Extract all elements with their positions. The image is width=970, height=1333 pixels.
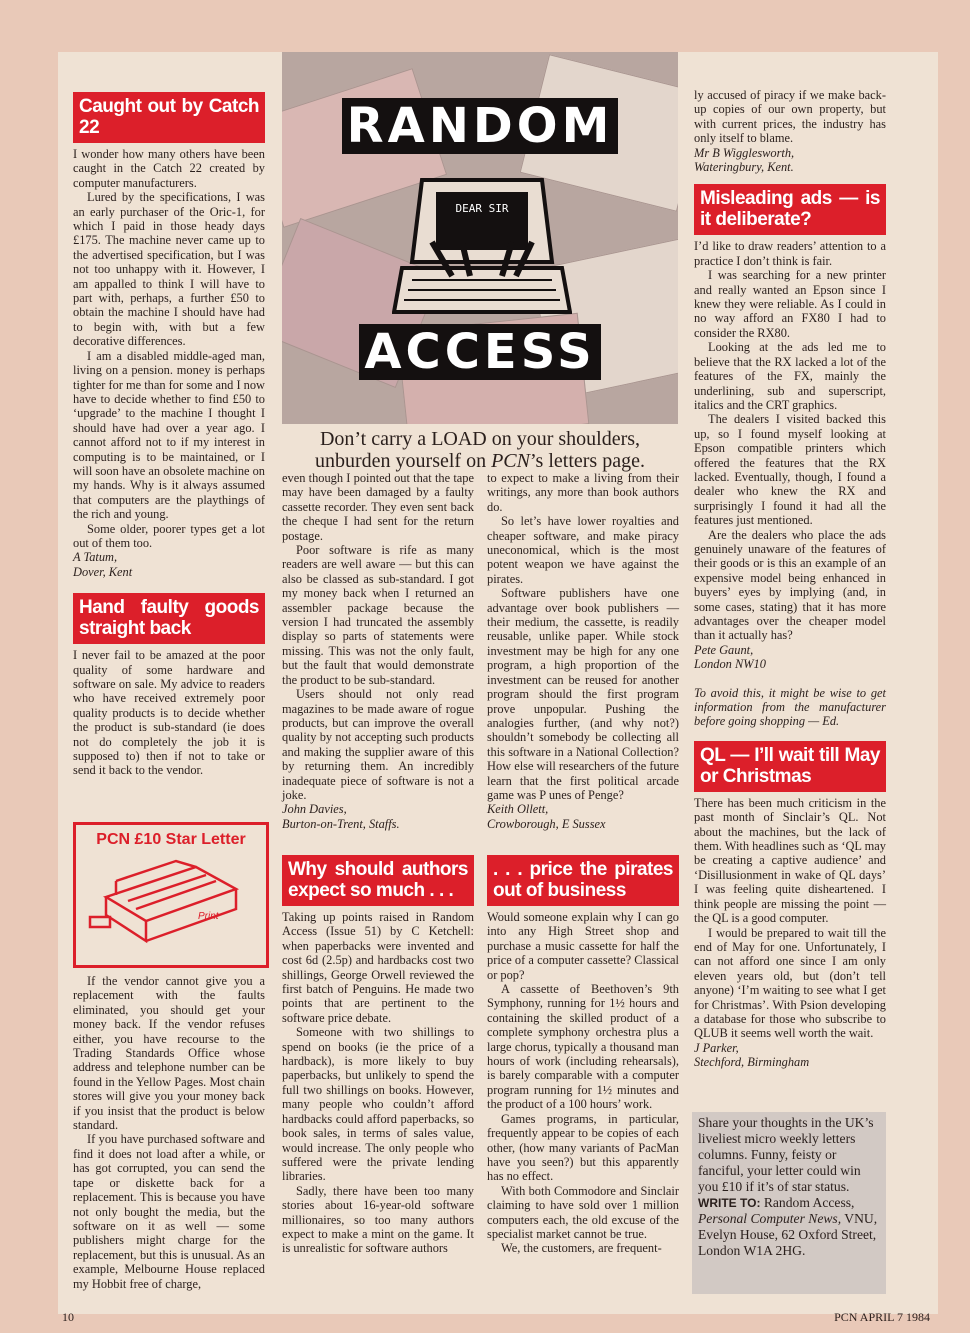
column-centre-right-lower [487,855,679,1256]
paragraph: There has been much criticism in the past month of Sinclair’s QL. Not about the machines, but the lack of them. With headlines such as ‘QL may be creating a captive audience’ and ‘Disillusionment in wake of QL days’ I was feeling quite disheartened. I think people are missing the point — the QL is a good computer. [694,795,886,926]
paragraph: Taking up points raised in Random Access (Issue 51) by C Ketchell: when paperbacks were invented and cost 6d (2.5p) and hardbacks cost two shillings, George Orwell reviewed the first batch of Penguins. He made two points that are pertinent to the software price debate. [282,910,474,1025]
headline-authors: Why should authors expect so much . . . [282,855,474,906]
letter2-body-b [73,974,265,1291]
letter4-signature-name: Mr B Wigglesworth, [694,145,795,160]
column-left-lower [73,974,265,1291]
paragraph: to expect to make a living from their writings, any more than book authors do. [487,471,679,514]
paragraph: The dealers I visited backed this up, so I found myself looking at Epson compatible printers which offered the features that the RX lacked. Eventually, though, I found a dealer who knew the RX and surprisingly I found it had all the features just mentioned. [694,412,886,528]
letter1-signature-name: A Tatum, [73,550,118,565]
paragraph: So let’s have lower royalties and cheaper software, and make piracy uneconomical, which is the most potent weapon we have against the pirates. [487,514,679,586]
paragraph: I am a disabled middle-aged man, living on a pension. money is perhaps tighter for me than for some and I now have to decide whether to find £50 to ‘upgrade’ to the machine I thought I should have had over a year ago. I cannot afford not to if my interest in computing is to be maintained, or I will soon have an obsolete machine on my hands. Why is it always assumed that computers are the playthings of the rich and young. [73,348,266,522]
paragraph: We, the customers, are frequent- [501,1241,662,1256]
headline-catch22: Caught out by Catch 22 [73,92,265,143]
column-centre-left-lower [282,855,474,1256]
paragraph: Someone with two shillings to spend on books (ie the price of a hardback), is more likely to buy paperbacks, but unlikely to spend the full two shillings on books. However, many people who couldn’t afford hardbacks could afford paperbacks, so book sales, in terms of sales value, would increase. The only people who suffered were the private lending libraries. [282,1025,474,1184]
letter4-body [487,910,679,1256]
paragraph: Looking at the ads led me to believe that the RX lacked a lot of the features of the FX, mainly the underlining, sub and superscript, italics and the CRT graphics. [694,340,886,412]
issue-date: PCN APRIL 7 1984 [834,1310,930,1324]
paragraph: Lured by the specifications, I was an early purchaser of the Oric-1, for which I paid in those heady days £175. The machine never came up to the advertised specification, but I was not too unhappy with it. However, I am appalled to think I will have to part with, perhaps, a further £50 to obtain the machine I should have had to begin with, with but a few decorative differences. [73,190,265,349]
paragraph: I would be prepared to wait till the end of May for one. Unfortunately, I can not afford one since I am only eleven years old, but (don’t tell anyone) ‘I’m waiting to see what I get for Christmas’. With Psion developing a database for those who subscribe to QLUB it seems well worth the wait. [694,925,886,1041]
letter6-body [694,796,886,1041]
letter2-signature-name: John Davies, [282,802,347,817]
printer-illustration [76,849,260,957]
paragraph: Are the dealers who place the ads genuinely unaware of the features of their goods or is this an example of an expensive model being enhanced in buyers’ eyes by implying (and, in some cases, stating) that it has more advantages over the cheaper model than it actually has? [694,527,886,643]
paragraph: Sadly, there have been too many stories about 16-year-old software millionaires, so too many authors expect to make a mint on the game. It is unrealistic for software authors [282,1183,474,1256]
write-to-label: WRITE TO: [698,1196,761,1210]
column-centre-right [487,471,679,831]
column-right [694,88,886,1070]
paragraph: I never fail to be amazed at the poor quality of some hardware and software on sale. My advice to readers who have received extremely poor quality products is to decide whether the product is sub-standard (ie does not do completely the job it is supposed to) then if not to take or send it back to the vendor. [73,648,265,778]
share-address: WRITE TO: Random Access, Personal Computer News, VNU, Evelyn House, 62 Oxford Street, London W1A 2HG. [698,1195,878,1258]
letter3-body-cont [487,471,679,802]
letter3-signature-place: Crowborough, E Sussex [487,816,606,831]
letter1-signature-place: Dover, Kent [73,564,133,579]
star-letter-title: PCN £10 Star Letter [96,831,246,848]
share-thoughts-box [692,1112,886,1294]
headline-misleading-ads: Misleading ads — is it deliberate? [694,184,886,235]
letter6-signature-name: J Parker, [694,1040,739,1055]
letter6-signature-place: Stechford, Birmingham [694,1055,810,1070]
paragraph: Poor software is rife as many readers are well aware — but this can also be classed as sub-standard. I got my money back when I returned an assembler package because the version I had truncated the assembly display so parts of statements were missing. This was not the only fault, but the fault that would demonstrate the product to be sub-standard. [282,543,474,687]
hero-caption [282,428,678,472]
column-left [73,92,265,778]
printer-label: Print [198,911,219,922]
hero-title-random: RANDOM [282,98,678,154]
paragraph: even though I pointed out that the tape may have been damaged by a faulty cassette recorder. They even sent back the cheque I had sent for the return postage. [282,471,474,543]
paragraph: If the vendor cannot give you a replacement with the faults eliminated, you should get your money back. If the vendor refuses either, you have recourse to the Trading Standards Office whose address and telephone number can be found in the Yellow Pages. Most chain stores will give you your money back if you insist that the product is below standard. [73,974,265,1133]
letter1-body [73,147,265,550]
paragraph: I’d like to draw readers’ attention to a practice I don’t think is fair. [694,239,886,268]
page-number: 10 [62,1310,74,1324]
paragraph: With both Commodore and Sinclair claiming to have sold over 1 million computers each, the old excuse of the specialist market cannot be true. [487,1183,679,1241]
paragraph: Users should not only read magazines to be made aware of rogue products, but can improve the overall quality by not accepting such products and making the supplier aware of this by returning them. An incredibly inadequate piece of software is not a joke. [282,687,474,802]
computer-icon [392,172,572,332]
paragraph: If you have purchased software and find it does not load after a while, or has got corrupted, you can send the tape or diskette back for a replacement. This is because you have not only bought the media, but the software on it as well — some publishers might charge for the replacement, but this is unusual. As an example, Melbourne House replaced my Hobbit free of charge, [73,1132,265,1291]
letter2-signature-place: Burton-on-Trent, Staffs. [282,816,400,831]
caption-line-2: unburden yourself on PCN’s letters page. [315,450,645,472]
headline-ql: QL — I’ll wait till May or Christmas [694,741,886,792]
paragraph: Some older, poorer types get a lot out of them too. [73,521,265,550]
paragraph: A cassette of Beethoven’s 9th Symphony, running for 1½ hours and containing the skilled product of a complete symphony orchestra plus a large chorus, typically a thousand man hours of work (including rehearsals), is barely comparable with a computer program running for 1½ minutes and the product of a 100 hours’ work. [487,982,679,1112]
letter5-signature-name: Pete Gaunt, [694,642,754,657]
letter2-body-a [73,648,265,778]
letter4-signature-place: Wateringbury, Kent. [694,160,794,175]
hero-title-access: ACCESS [282,324,678,380]
letter4-body-cont [694,88,886,146]
letter3-signature-name: Keith Ollett, [487,802,549,817]
paragraph: ly accused of piracy if we make back-up copies of our own property, but with current prices, the industry has only itself to blame. [694,88,886,146]
letter5-body [694,239,886,642]
editor-note: To avoid this, it might be wise to get information from the manufacturer before going shopping — Ed. [694,685,886,729]
column-centre-left [282,471,474,831]
letter3-body [282,910,474,1256]
paragraph: Would someone explain why I can go into any High Street shop and purchase a music cassette for half the price of a computer cassette? Classical or pop? [487,910,679,982]
headline-faulty-goods: Hand faulty goods straight back [73,593,265,644]
paragraph: I wonder how many others have been caught in the Catch 22 created by computer manufacturers. [73,147,265,190]
headline-pirates: . . . price the pirates out of business [487,855,679,906]
letter5-signature-place: London NW10 [694,657,766,672]
paragraph: I was searching for a new printer and really wanted an Epson since I knew they were reliable. As I could in no way afford an FX80 I had to consider the RX80. [694,268,886,340]
star-letter-box [73,822,269,968]
paragraph: Software publishers have one advantage over book publishers — their medium, the cassette, is readily reusable, unlike paper. While stock investment may be high for any one program, a high proportion of the investment can be reused for another program should the first program prove unpopular. Pushing the analogies further, (and why not?) shouldn’t somebody be collecting all this software in a National Collection? How else will researchers of the future learn that the first political arcade game was P unes of Penge? [487,586,679,802]
letter2-body-c [282,471,474,802]
share-text: Share your thoughts in the UK’s liveliest micro weekly letters columns. Funny, feisty or fanciful, your letter could win you £10 if it’s of star status. [698,1115,874,1194]
caption-line-1: Don’t carry a LOAD on your shoulders, [319,428,641,450]
screen-text: DEAR SIR [455,202,509,215]
random-access-illustration [282,52,678,424]
paragraph: Games programs, in particular, frequently appear to be copies of each other, (how many variants of PacMan have you seen?) but this apparently has no effect. [487,1111,679,1184]
